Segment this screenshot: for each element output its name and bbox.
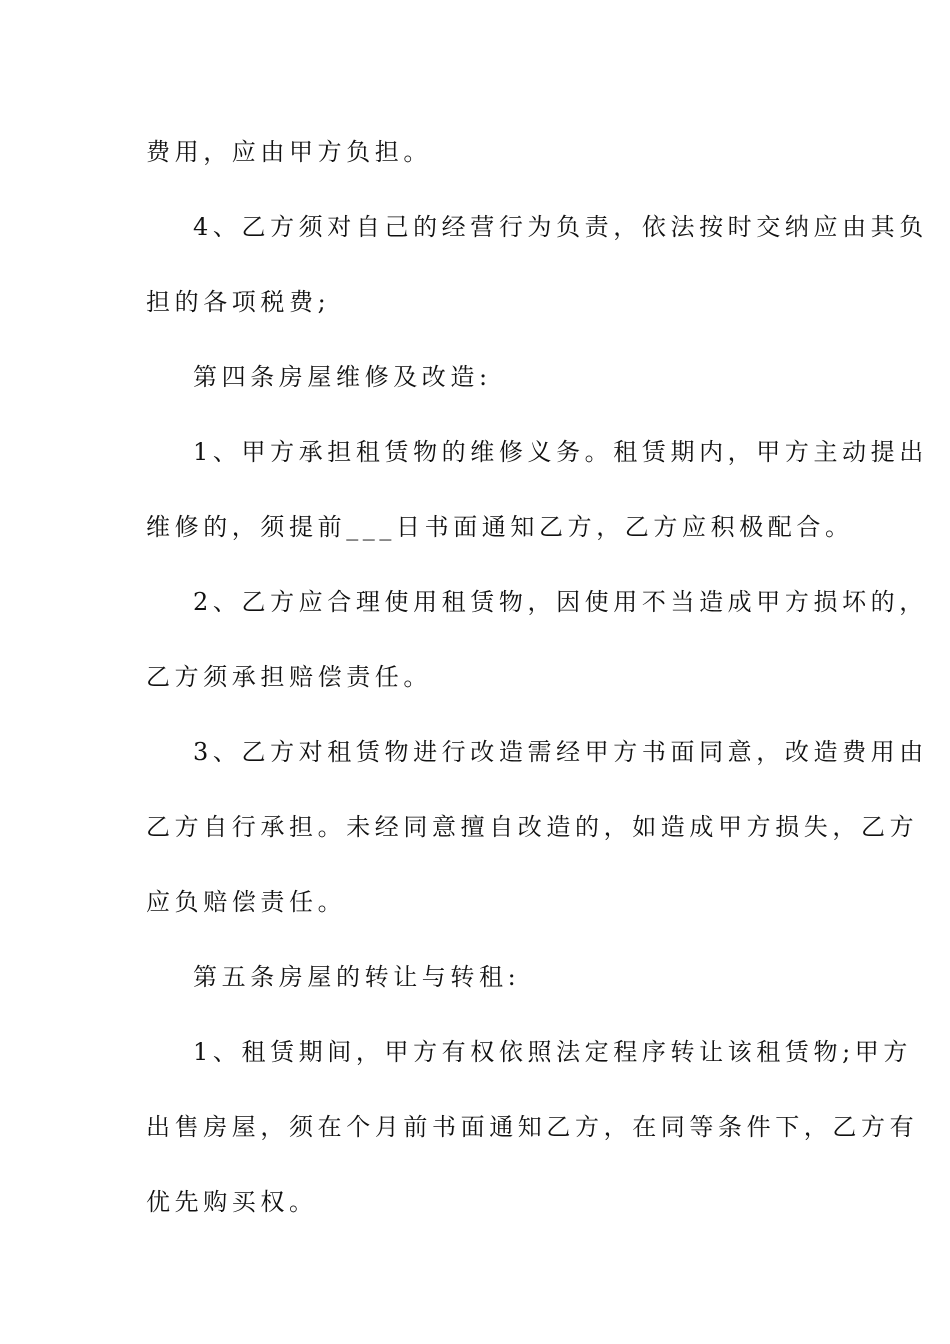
body-text-line: 乙方须承担赔偿责任。 (146, 663, 432, 691)
article-heading: 第五条房屋的转让与转租: (193, 963, 521, 991)
body-text-line: 应负赔偿责任。 (146, 888, 347, 916)
body-text-line: 优先购买权。 (146, 1188, 318, 1216)
clause-paragraph: 2、乙方应合理使用租赁物，因使用不当造成甲方损坏的， (193, 588, 928, 616)
body-text-line: 费用，应由甲方负担。 (146, 138, 432, 166)
article-heading: 第四条房屋维修及改造: (193, 363, 492, 391)
body-text-line: 出售房屋，须在个月前书面通知乙方，在同等条件下，乙方有 (146, 1113, 919, 1141)
clause-paragraph: 1、甲方承担租赁物的维修义务。租赁期内，甲方主动提出 (193, 438, 928, 466)
clause-paragraph: 1、租赁期间，甲方有权依照法定程序转让该租赁物;甲方 (193, 1038, 912, 1066)
body-text-line: 乙方自行承担。未经同意擅自改造的，如造成甲方损失，乙方 (146, 813, 919, 841)
clause-paragraph: 4、乙方须对自己的经营行为负责，依法按时交纳应由其负 (193, 213, 928, 241)
clause-paragraph: 3、乙方对租赁物进行改造需经甲方书面同意，改造费用由 (193, 738, 928, 766)
body-text-line: 维修的，须提前___日书面通知乙方，乙方应积极配合。 (146, 513, 854, 541)
body-text-line: 担的各项税费; (146, 288, 331, 316)
